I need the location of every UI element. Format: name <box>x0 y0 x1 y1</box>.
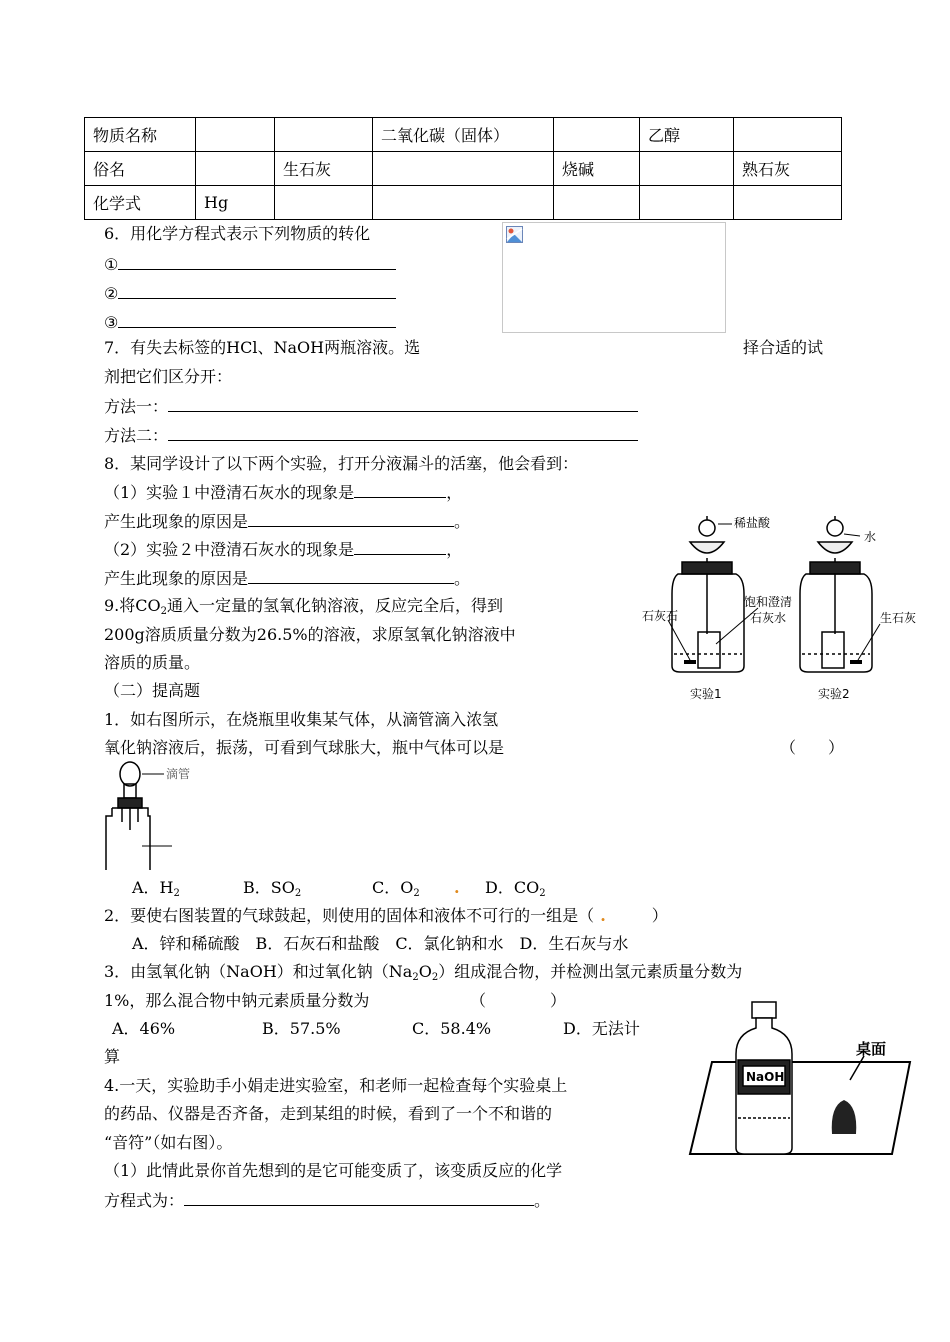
answer-blank[interactable] <box>184 1189 534 1206</box>
answer-paren[interactable]: ） <box>651 906 668 925</box>
apparatus-1 <box>672 516 744 672</box>
q8-reason1 <box>104 510 470 533</box>
punct: ， <box>446 483 463 502</box>
label-limewater: 饱和澄清 <box>744 595 793 609</box>
q9-line3: 溶质的质量。 <box>104 653 201 672</box>
table-cell <box>196 152 275 186</box>
method-label: 方法一： <box>104 397 169 416</box>
method-label: 方法二： <box>104 426 169 445</box>
q7-line2: 剂把它们区分开： <box>104 367 233 386</box>
subscript: 2 <box>173 888 180 899</box>
p3-option-a[interactable]: A．46% <box>112 1019 176 1038</box>
table-cell <box>640 186 734 220</box>
bottle-label: NaOH <box>746 1070 785 1084</box>
q6-item-marker: ① <box>104 255 119 274</box>
q9-text: 9.将CO <box>104 596 161 615</box>
p2-line1 <box>104 905 668 927</box>
p3-option-d[interactable]: D．无法计 <box>563 1019 640 1038</box>
flask-figure <box>102 760 202 872</box>
orange-dot: . <box>454 878 460 897</box>
subscript: 2 <box>413 888 420 899</box>
q6-title: 6．用化学方程式表示下列物质的转化 <box>104 224 371 243</box>
broken-image-icon <box>506 226 524 244</box>
q6-item <box>104 311 396 334</box>
experiment-figure <box>640 514 930 706</box>
table-cell <box>734 118 842 152</box>
subscript: 2 <box>431 972 439 983</box>
table-row <box>85 118 842 152</box>
q8-title: 8．某同学设计了以下两个实验，打开分液漏斗的活塞，他会看到： <box>104 454 579 473</box>
table-cell <box>554 186 640 220</box>
p3-option-b[interactable]: B．57.5% <box>262 1019 341 1038</box>
subscript: 2 <box>294 888 302 899</box>
q9-line2: 200g溶质质量分数为26.5%的溶液，求原氢氧化钠溶液中 <box>104 625 516 644</box>
section-heading: （二）提高题 <box>104 681 201 700</box>
punct: 。 <box>534 1191 551 1210</box>
table-cell <box>640 152 734 186</box>
p3-option-c[interactable]: C．58.4% <box>412 1019 492 1038</box>
question-text: （1）实验１中澄清石灰水的现象是 <box>104 483 355 502</box>
label-exp2: 实验2 <box>818 687 850 701</box>
punct: ， <box>446 540 463 559</box>
p3-line2: 1%，那么混合物中钠元素质量分数为 <box>104 991 370 1010</box>
p1-line2: 氧化钠溶液后，振荡，可看到气球胀大，瓶中气体可以是 <box>104 738 505 757</box>
table-cell: 化学式 <box>85 186 196 220</box>
answer-blank[interactable] <box>168 424 638 441</box>
orange-dot: . <box>600 906 606 925</box>
answer-blank[interactable] <box>118 253 396 270</box>
p3-line4: 算 <box>104 1047 121 1066</box>
table-cell: 烧碱 <box>554 152 640 186</box>
p3-line1 <box>104 961 742 989</box>
answer-paren[interactable]: （ ） <box>470 991 567 1010</box>
answer-paren[interactable]: （ ） <box>780 738 845 757</box>
answer-blank[interactable] <box>354 481 446 498</box>
label-dropper: 滴管 <box>166 767 191 781</box>
answer-blank[interactable] <box>248 510 454 527</box>
label-quicklime: 生石灰 <box>880 611 917 625</box>
table-cell <box>373 186 554 220</box>
answer-blank[interactable] <box>248 567 454 584</box>
substance-table <box>84 117 842 220</box>
q6-item-marker: ③ <box>104 313 119 332</box>
table-cell <box>275 186 373 220</box>
table-cell: 熟石灰 <box>734 152 842 186</box>
p1-option-c[interactable] <box>372 877 420 905</box>
q7-line1-end: 择合适的试 <box>743 338 824 357</box>
table-cell <box>373 152 554 186</box>
label-exp1: 实验1 <box>690 687 722 701</box>
label-acid: 稀盐酸 <box>734 516 771 530</box>
stopper <box>832 1100 857 1134</box>
question-text: （2）实验２中澄清石灰水的现象是 <box>104 540 355 559</box>
label-water: 水 <box>864 530 877 544</box>
punct: 。 <box>454 512 471 531</box>
question-text: ）组成混合物，并检测出氢元素质量分数为 <box>438 962 743 981</box>
label-limestone: 石灰石 <box>642 609 679 623</box>
question-text: O <box>418 962 432 981</box>
p4-line3: “音符”（如右图）。 <box>104 1133 233 1152</box>
p4-line1: 4.一天，实验助手小娟走进实验室，和老师一起检查每个实验桌上 <box>104 1076 568 1095</box>
q8-part1 <box>104 481 462 504</box>
desk-figure <box>686 998 914 1158</box>
apparatus-2 <box>800 516 872 672</box>
q7-line1: 7．有失去标签的HCl、NaOH两瓶溶液。选 <box>104 338 421 357</box>
option-text: A．H <box>132 878 174 897</box>
broken-image-placeholder <box>502 222 726 333</box>
table-cell: 俗名 <box>85 152 196 186</box>
p1-option-a[interactable] <box>132 877 180 905</box>
subscript: 2 <box>160 606 168 617</box>
p2-options: A．锌和稀硫酸 B．石灰石和盐酸 C．氯化钠和水 D．生石灰与水 <box>132 934 629 953</box>
p4-line5 <box>104 1189 550 1212</box>
label-limewater: 石灰水 <box>750 611 787 625</box>
answer-blank[interactable] <box>354 538 446 555</box>
table-row <box>85 152 842 186</box>
p1-option-d[interactable] <box>485 877 546 905</box>
punct: 。 <box>454 569 471 588</box>
table-cell: 生石灰 <box>275 152 373 186</box>
table-cell: 二氧化碳（固体） <box>373 118 554 152</box>
q8-part2 <box>104 538 462 561</box>
q9-text: 通入一定量的氢氧化钠溶液，反应完全后，得到 <box>167 596 504 615</box>
q7-method1 <box>104 395 638 418</box>
question-text: 产生此现象的原因是 <box>104 512 249 531</box>
option-text: B．SO <box>243 878 295 897</box>
subscript: 2 <box>539 888 546 899</box>
table-cell: 物质名称 <box>85 118 196 152</box>
p4-line2: 的药品、仪器是否齐备，走到某组的时候，看到了一个不和谐的 <box>104 1104 553 1123</box>
q6-item <box>104 282 396 305</box>
question-text: 2．要使右图装置的气球鼓起，则使用的固体和液体不可行的一组是（ <box>104 906 595 925</box>
q6-item <box>104 253 396 276</box>
question-text: 方程式为： <box>104 1191 185 1210</box>
p4-line4: （1）此情此景你首先想到的是它可能变质了，该变质反应的化学 <box>104 1161 563 1180</box>
q9-line1 <box>104 595 503 623</box>
desk-label: 桌面 <box>856 1040 887 1058</box>
table-cell <box>275 118 373 152</box>
answer-blank[interactable] <box>168 395 638 412</box>
table-row <box>85 186 842 220</box>
table-cell <box>196 118 275 152</box>
answer-blank[interactable] <box>118 282 396 299</box>
option-text: C．O <box>372 878 414 897</box>
p1-line1: 1．如右图所示，在烧瓶里收集某气体，从滴管滴入浓氢 <box>104 710 499 729</box>
p1-option-b[interactable] <box>243 877 301 905</box>
q7-method2 <box>104 424 638 447</box>
table-cell: Hg <box>196 186 275 220</box>
table-cell: 乙醇 <box>640 118 734 152</box>
question-text: 产生此现象的原因是 <box>104 569 249 588</box>
table-cell <box>734 186 842 220</box>
table-cell <box>554 118 640 152</box>
question-text: 3．由氢氧化钠（NaOH）和过氧化钠（Na <box>104 962 413 981</box>
answer-blank[interactable] <box>118 311 396 328</box>
q6-item-marker: ② <box>104 284 119 303</box>
q8-reason2 <box>104 567 470 590</box>
subscript: 2 <box>412 972 419 983</box>
option-text: D．CO <box>485 878 540 897</box>
